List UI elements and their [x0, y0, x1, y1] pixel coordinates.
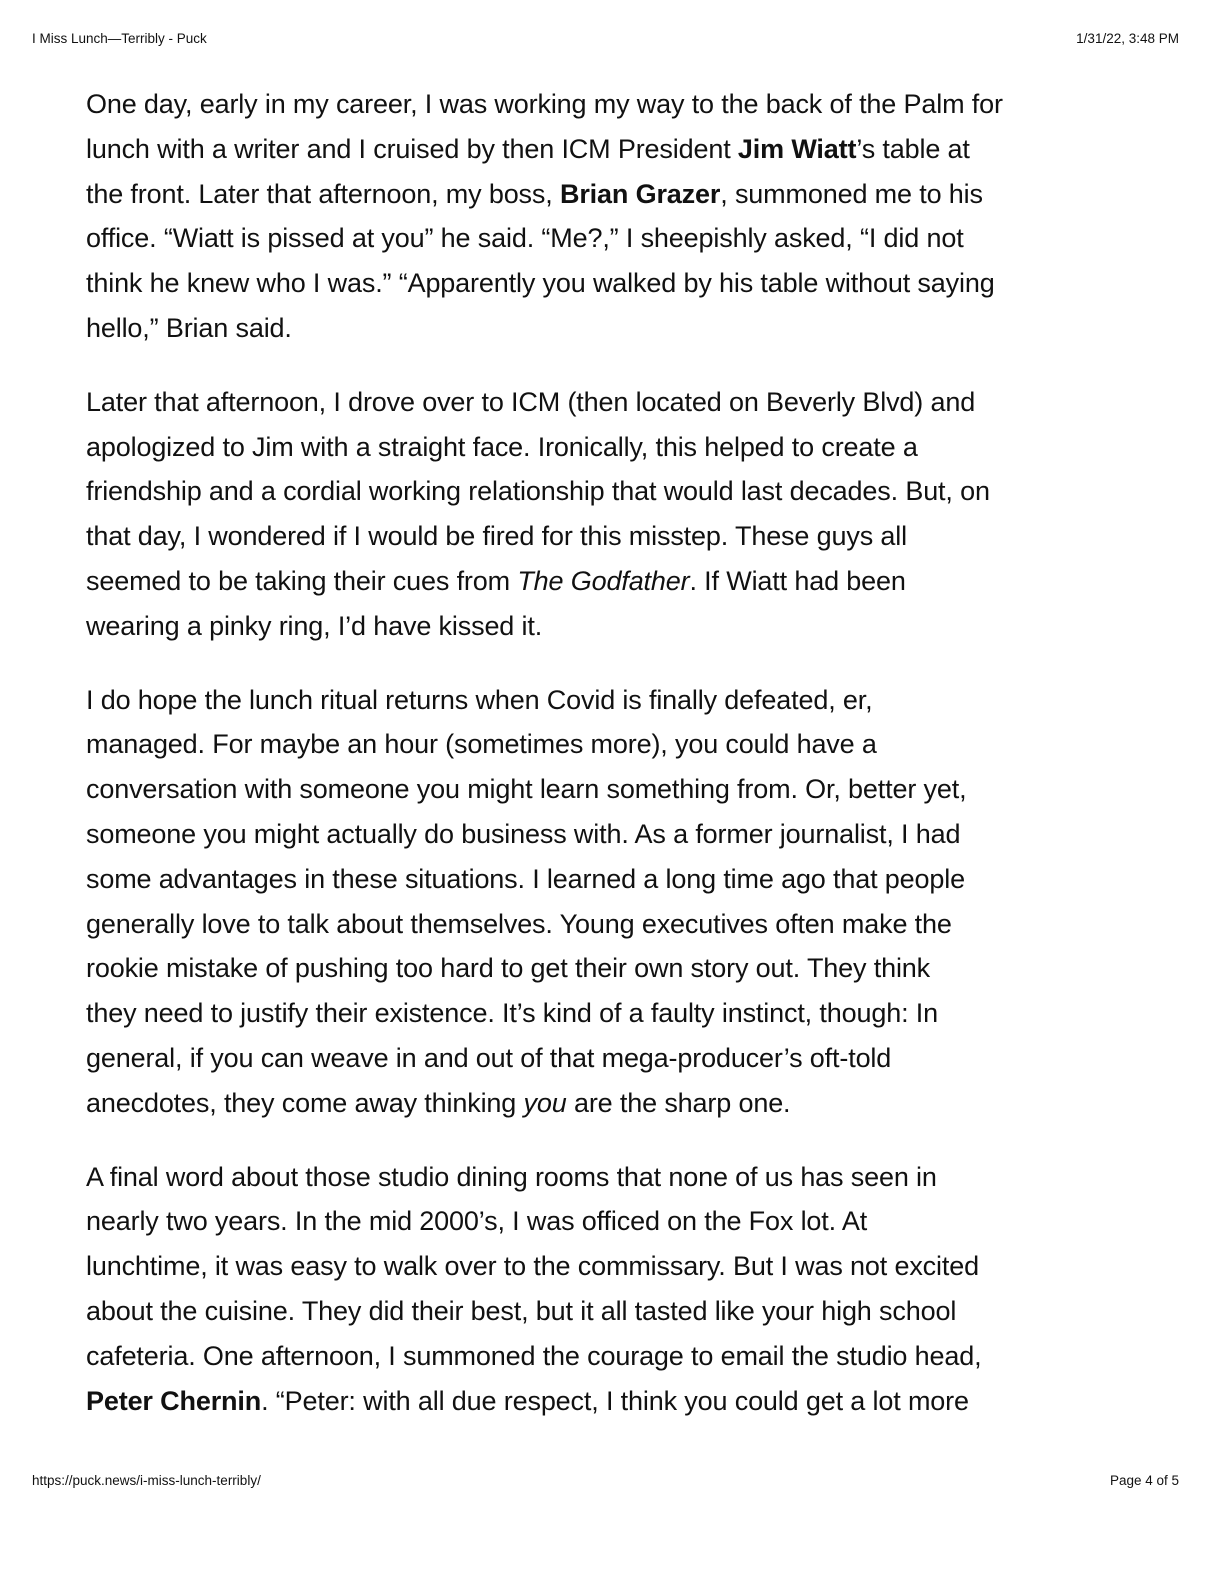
text-line: apologized to Jim with a straight face. Ironically, this helped to create a [86, 431, 918, 462]
title-the-godfather: The Godfather [517, 565, 690, 596]
text-line: general, if you can weave in and out of that mega-producer’s oft-told [86, 1042, 892, 1073]
text-line: rookie mistake of pushing too hard to get their own story out. They think [86, 953, 931, 984]
article-body [86, 82, 1136, 1452]
print-header [32, 31, 1179, 46]
page-title: I Miss Lunch—Terribly - Puck [32, 31, 207, 46]
paragraph-3 [86, 678, 1136, 1126]
text-line: lunchtime, it was easy to walk over to the commissary. But I was not excited [86, 1251, 979, 1282]
text-line: generally love to talk about themselves. Young executives often make the [86, 908, 952, 939]
paragraph-2 [86, 380, 1136, 649]
text-line [86, 1379, 1136, 1424]
name-brian-grazer: Brian Grazer [559, 178, 721, 209]
text-line [86, 172, 1136, 217]
text-line: cafeteria. One afternoon, I summoned the courage to email the studio head, [86, 1340, 982, 1371]
print-datetime: 1/31/22, 3:48 PM [1076, 31, 1179, 46]
text-span: anecdotes, they come away thinking [86, 1087, 524, 1118]
text-span: are the sharp one. [566, 1087, 791, 1118]
text-span: , summoned me to his [720, 178, 983, 209]
text-line: office. “Wiatt is pissed at you” he said. “Me?,” I sheepishly asked, “I did not [86, 223, 964, 254]
text-line: about the cuisine. They did their best, but it all tasted like your high school [86, 1295, 957, 1326]
page-url: https://puck.news/i-miss-lunch-terribly/ [32, 1473, 261, 1488]
text-line: managed. For maybe an hour (sometimes more), you could have a [86, 729, 877, 760]
text-line: they need to justify their existence. It’s kind of a faulty instinct, though: In [86, 998, 938, 1029]
text-line [86, 1081, 1136, 1126]
text-span: lunch with a writer and I cruised by then ICM President [86, 133, 738, 164]
page-number: Page 4 of 5 [1109, 1473, 1179, 1488]
text-line: think he knew who I was.” “Apparently you walked by his table without saying [86, 268, 995, 299]
paragraph-1 [86, 82, 1136, 351]
text-line: nearly two years. In the mid 2000’s, I was officed on the Fox lot. At [86, 1206, 868, 1237]
text-span: . “Peter: with all due respect, I think you could get a lot more [261, 1385, 969, 1416]
text-span: seemed to be taking their cues from [86, 565, 518, 596]
text-span: ’s table at [856, 133, 970, 164]
text-line: One day, early in my career, I was working my way to the back of the Palm for [86, 89, 1003, 119]
text-line: friendship and a cordial working relationship that would last decades. But, on [86, 476, 990, 507]
text-span: . If Wiatt had been [689, 565, 906, 596]
text-line: some advantages in these situations. I learned a long time ago that people [86, 863, 965, 894]
text-line [86, 559, 1136, 604]
text-line [86, 127, 1136, 172]
text-line: A final word about those studio dining rooms that none of us has seen in [86, 1161, 937, 1192]
text-line: conversation with someone you might learn something from. Or, better yet, [86, 774, 967, 805]
paragraph-4 [86, 1155, 1136, 1424]
text-line: Later that afternoon, I drove over to ICM (then located on Beverly Blvd) and [86, 386, 976, 417]
print-footer [32, 1473, 1179, 1488]
text-line: that day, I wondered if I would be fired for this misstep. These guys all [86, 521, 907, 552]
emphasis-you: you [523, 1087, 567, 1118]
name-jim-wiatt: Jim Wiatt [737, 133, 857, 164]
text-span: the front. Later that afternoon, my boss, [86, 178, 560, 209]
text-line: hello,” Brian said. [86, 312, 292, 343]
text-line: I do hope the lunch ritual returns when Covid is finally defeated, er, [86, 684, 873, 715]
text-line: wearing a pinky ring, I’d have kissed it. [86, 610, 543, 641]
text-line: someone you might actually do business with. As a former journalist, I had [86, 818, 961, 849]
name-peter-chernin: Peter Chernin [86, 1385, 262, 1416]
